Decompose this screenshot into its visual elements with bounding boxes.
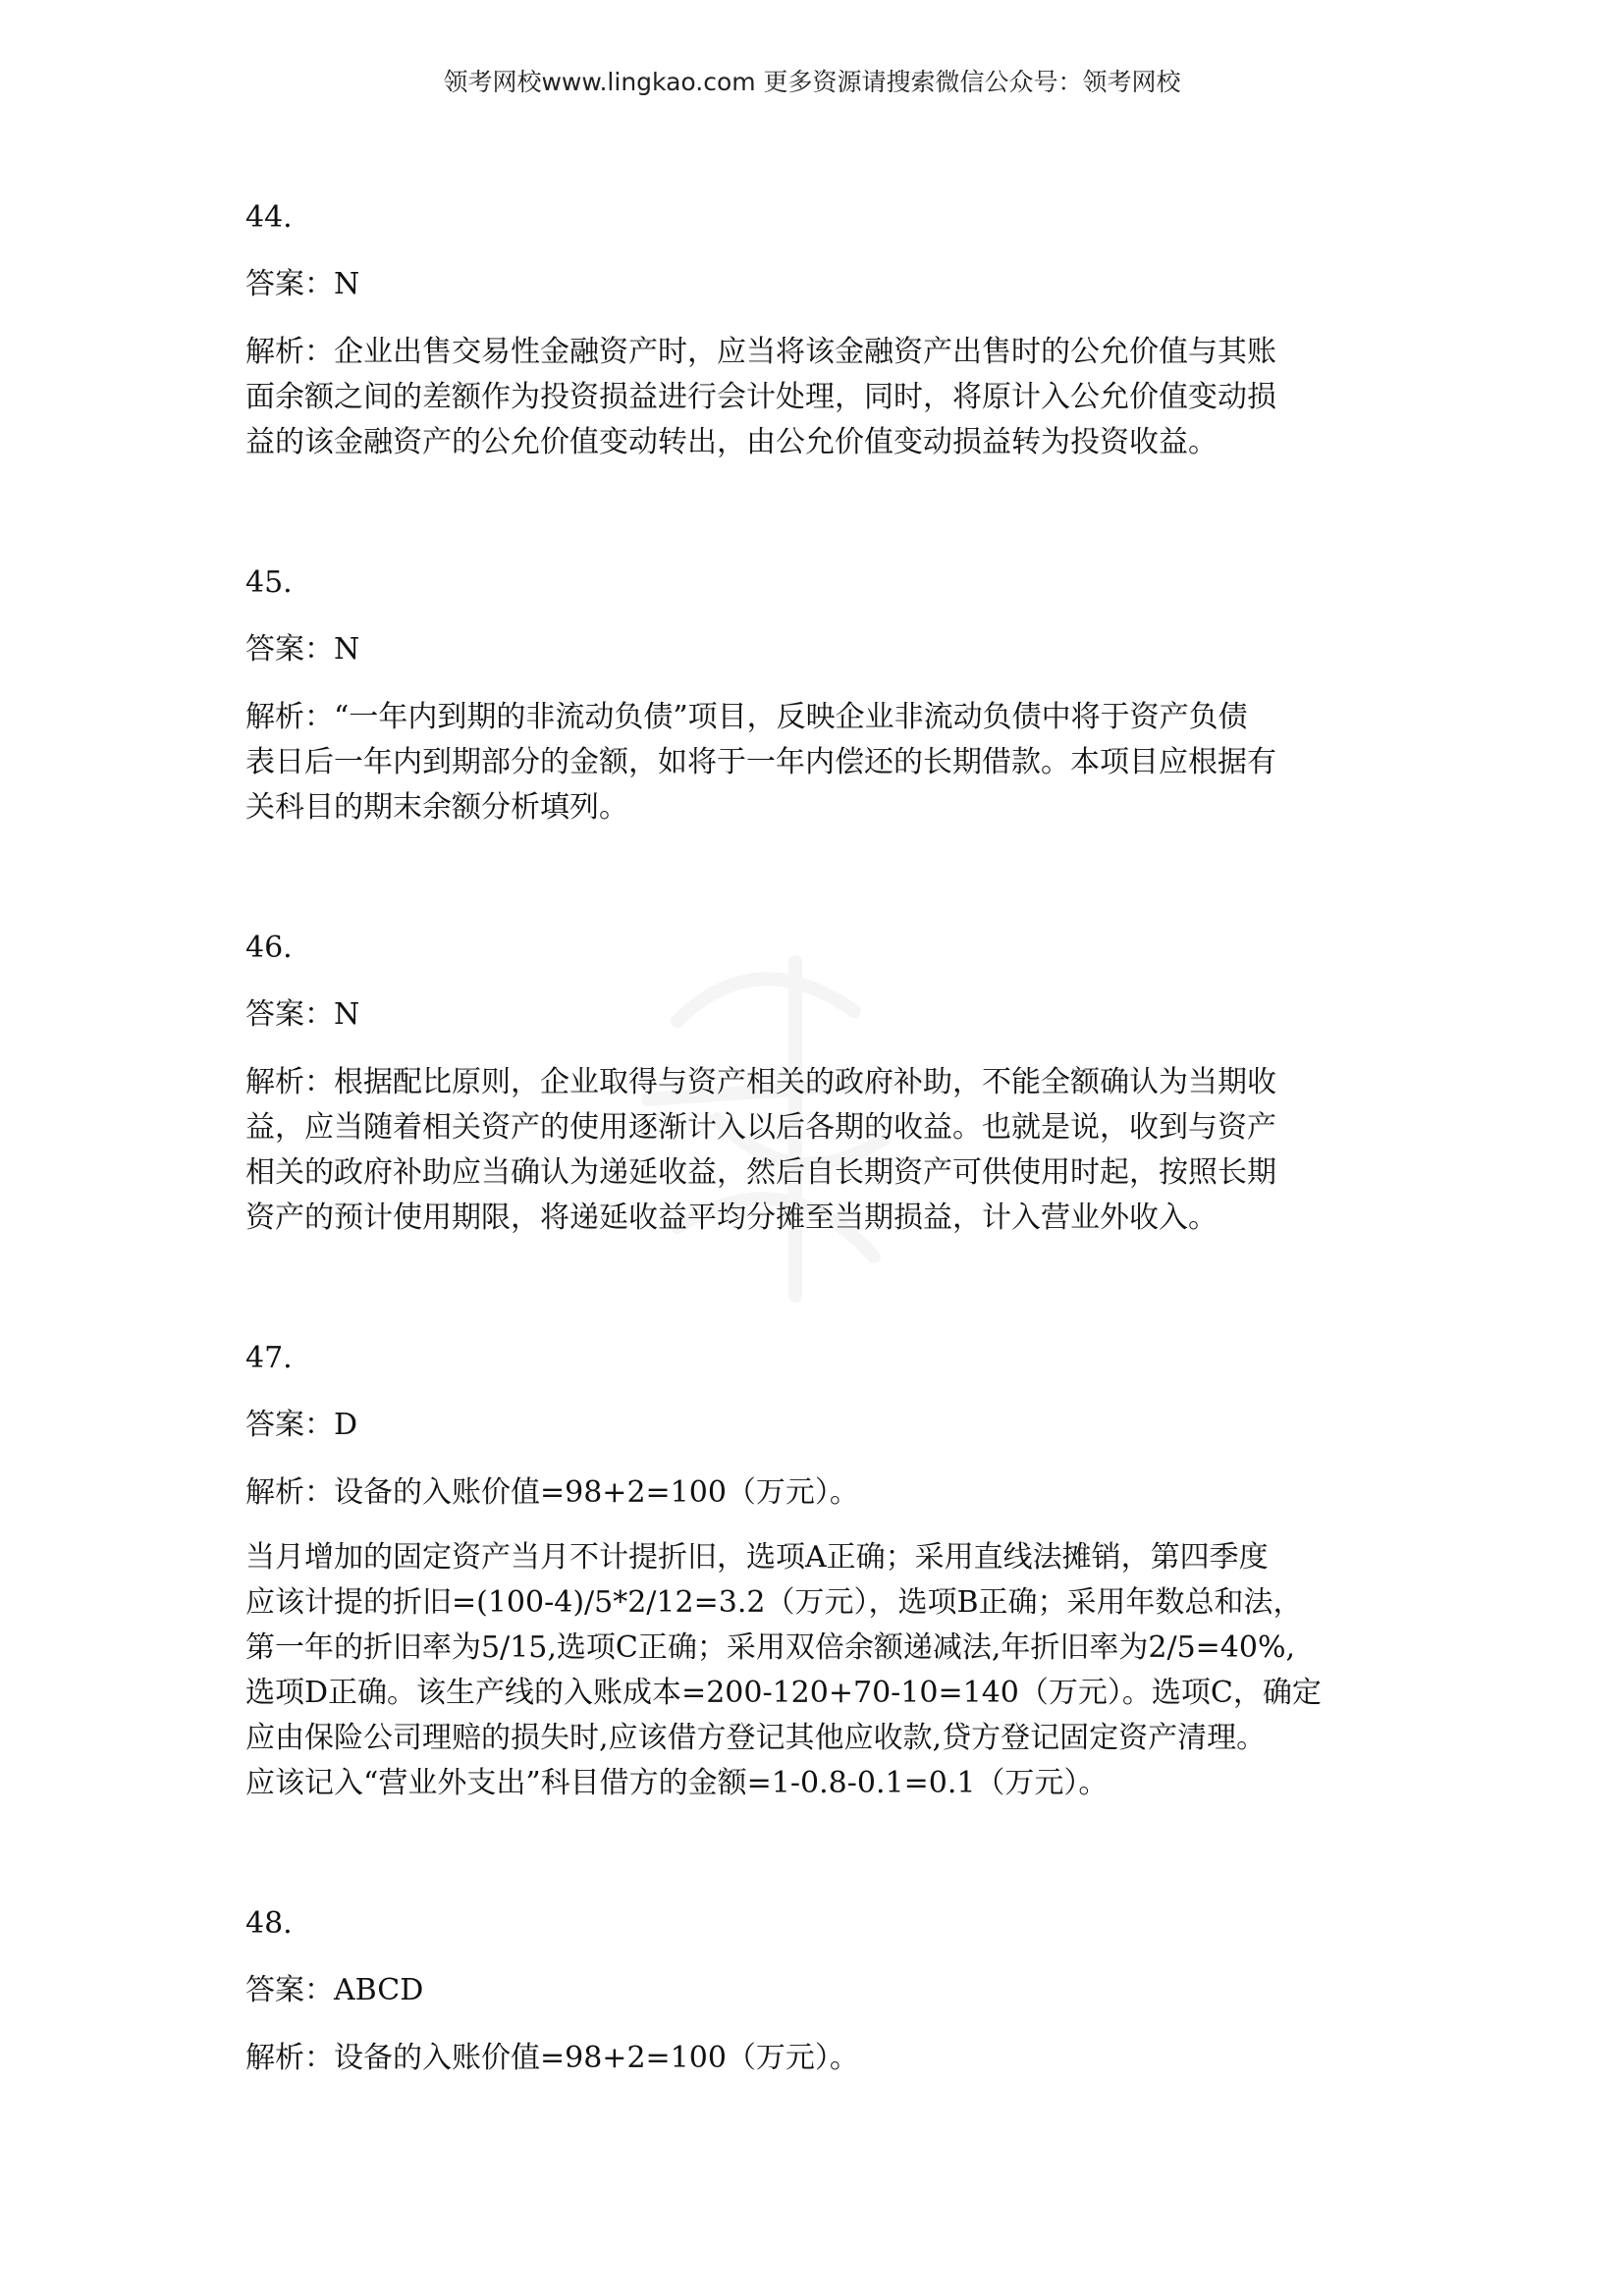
explanation-paragraph: 解析：“一年内到期的非流动负债”项目，反映企业非流动负债中将于资产负债 表日后一年内到期部分的金额，如将于一年内偿还的长期借款。本项目应根据有 关科目的期末余额分析填列。	[245, 700, 1276, 825]
document-body	[245, 196, 1394, 2081]
answer-line: 答案：D	[245, 1408, 358, 1442]
question-46	[245, 927, 1394, 1241]
question-44	[245, 196, 1394, 465]
question-45	[245, 561, 1394, 830]
answer-line: 答案：N	[245, 632, 360, 667]
question-47	[245, 1337, 1394, 1806]
question-48	[245, 1902, 1394, 2081]
answer-line: 答案：N	[245, 997, 360, 1032]
page-header: 领考网校www.lingkao.com 更多资源请搜索微信公众号：领考网校	[443, 68, 1181, 96]
question-number: 47.	[245, 1341, 293, 1375]
answer-line: 答案：ABCD	[245, 1973, 424, 2007]
explanation-paragraph: 解析：企业出售交易性金融资产时，应当将该金融资产出售时的公允价值与其账 面余额之间的差额作为投资损益进行会计处理，同时，将原计入公允价值变动损 益的该金融资产的公允价值变动转出，由公允价值变动损益转为投资收益。	[245, 335, 1276, 459]
explanation-paragraph: 解析：设备的入账价值=98+2=100（万元）。	[245, 1475, 859, 1510]
question-number: 46.	[245, 931, 293, 965]
explanation-paragraph: 解析：设备的入账价值=98+2=100（万元）。	[245, 2041, 859, 2075]
question-number: 48.	[245, 1906, 293, 1941]
question-number: 45.	[245, 565, 293, 600]
answer-line: 答案：N	[245, 267, 360, 301]
explanation-paragraph: 解析：根据配比原则，企业取得与资产相关的政府补助，不能全额确认为当期收 益，应当随着相关资产的使用逐渐计入以后各期的收益。也就是说，收到与资产 相关的政府补助应当确认为递延收益，然后自长期资产可供使用时起，按照长期 资产的预计使用期限，将递延收益平均分摊至当期损益，计入营业外收入。	[245, 1065, 1276, 1235]
question-number: 44.	[245, 200, 293, 235]
explanation-paragraph: 当月增加的固定资产当月不计提折旧，选项A正确；采用直线法摊销，第四季度 应该计提的折旧=(100-4)/5*2/12=3.2（万元），选项B正确；采用年数总和法， 第一年的折旧率为5/15,选项C正确；采用双倍余额递减法,年折旧率为2/5=40%, 选项D正确。该生产线的入账成本=200-120+70-10=140（万元）。选项C，确定 应由保险公司理赔的损失时,应该借方登记其他应收款,贷方登记固定资产清理。 应该记入“营业外支出”科目借方的金额=1-0.8-0.1=0.1（万元）。	[245, 1540, 1322, 1800]
